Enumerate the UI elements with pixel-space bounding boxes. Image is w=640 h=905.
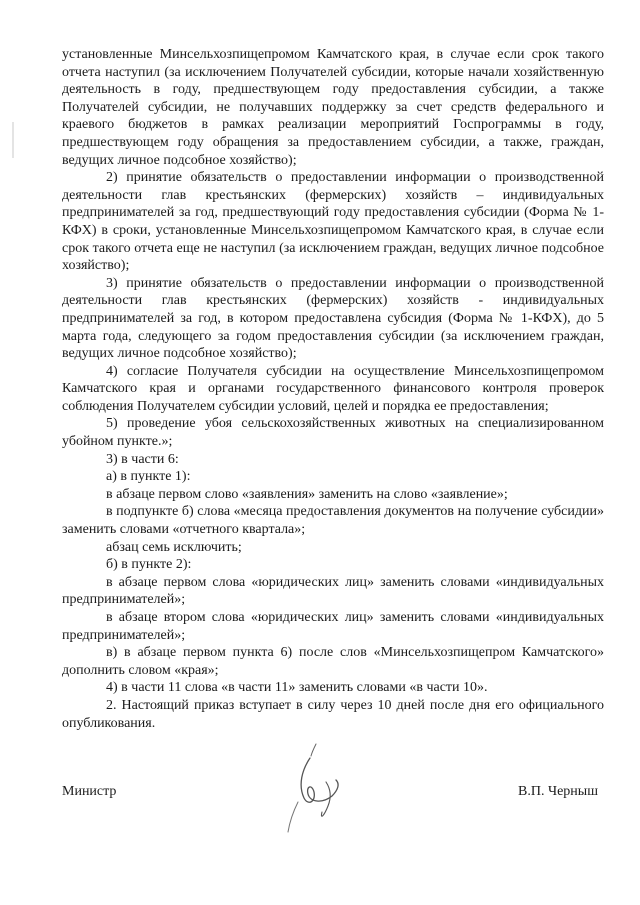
- handwritten-signature: [280, 740, 360, 840]
- paragraph-amendment: в абзаце первом слово «заявления» заменить на слово «заявление»;: [106, 486, 508, 502]
- paragraph-effective-date: 2. Настоящий приказ вступает в силу через 10 дней после дня его официального опубликования.: [62, 697, 604, 731]
- paragraph-item-4: 4) согласие Получателя субсидии на осуществление Минсельхозпищепромом Камчатского края и органами государственного финансового контроля проверок соблюдения Получателем субсидии условий, целей и порядка ее предоставления;: [62, 363, 604, 414]
- document-body: [62, 46, 604, 732]
- paragraph-subitem-b: б) в пункте 2):: [106, 557, 192, 573]
- margin-scan-mark: [10, 120, 16, 160]
- paragraph-item-5: 5) проведение убоя сельскохозяйственных животных на специализированном убойном пункте.»;: [62, 416, 604, 450]
- paragraph-continuation: установленные Минсельхозпищепромом Камчатского края, в случае если срок такого отчета наступил (за исключением Получателей субсидии, которые начали хозяйственную деятельность в году, предшествующем году предоставления субсидии, а также Получателей субсидии, не получавших поддержку за счет средств федерального и краевого бюджетов в рамках реализации мероприятий Госпрограммы в году, предшествующем году обращения за предоставлением субсидии, а также, граждан, ведущих личное подсобное хозяйство);: [62, 47, 604, 168]
- paragraph-amendment: абзац семь исключить;: [106, 539, 242, 555]
- signer-position: Министр: [62, 784, 117, 799]
- paragraph-part-6: 3) в части 6:: [106, 451, 179, 467]
- paragraph-subitem-a: а) в пункте 1):: [106, 469, 191, 485]
- signer-name: В.П. Черныш: [518, 784, 598, 799]
- paragraph-amendment: в подпункте б) слова «месяца предоставления документов на получение субсидии» заменить словами «отчетного квартала»;: [62, 504, 604, 538]
- paragraph-item-2: 2) принятие обязательств о предоставлении информации о производственной деятельности глав крестьянских (фермерских) хозяйств – индивидуальных предпринимателей за год, предшествующий году предоставления субсидии (Форма № 1-КФХ) в сроки, установленные Минсельхозпищепромом Камчатского края, в случае если срок такого отчета еще не наступил (за исключением граждан, ведущих личное подсобное хозяйство);: [62, 170, 604, 274]
- paragraph-subitem-v: в) в абзаце первом пункта 6) после слов «Минсельхозпищепром Камчатского» дополнить словом «края»;: [62, 645, 604, 678]
- paragraph-part-11: 4) в части 11 слова «в части 11» заменить словами «в части 10».: [106, 680, 488, 696]
- paragraph-amendment: в абзаце первом слова «юридических лиц» заменить словами «индивидуальных предпринимателей»;: [62, 574, 604, 608]
- paragraph-item-3: 3) принятие обязательств о предоставлении информации о производственной деятельности глав крестьянских (фермерских) хозяйств - индивидуальных предпринимателей за год, в котором предоставлена субсидия (Форма № 1-КФХ), до 5 марта года, следующего за годом предоставления субсидии (за исключением граждан, ведущих личное подсобное хозяйство);: [62, 275, 604, 362]
- paragraph-amendment: в абзаце втором слова «юридических лиц» заменить словами «индивидуальных предпринимателей»;: [62, 610, 604, 643]
